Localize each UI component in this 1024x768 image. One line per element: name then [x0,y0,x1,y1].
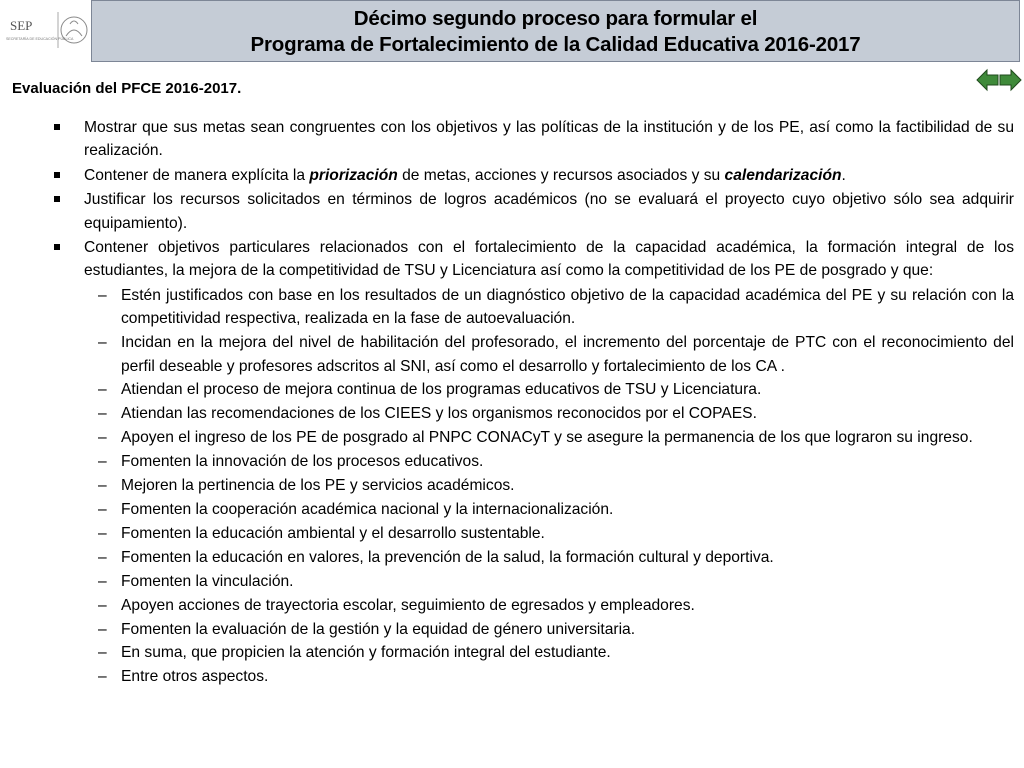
sub-item-text: Estén justificados con base en los resultados de un diagnóstico objetivo de la capacidad académica del PE y su relación con la competitividad respectiva, realizada en la fase de autoevaluación. [121,286,1014,328]
svg-text:SEP: SEP [10,18,33,33]
dash-marker: – [98,405,107,423]
sub-item-text: En suma, que propicien la atención y formación integral del estudiante. [121,644,611,662]
sub-item-text: Fomenten la educación en valores, la prevención de la salud, la formación cultural y deportiva. [121,548,774,566]
dash-marker: – [98,620,107,638]
sub-item [54,522,1014,545]
bullet-marker [54,124,60,130]
sub-item [54,594,1014,617]
slide-header [0,0,1024,64]
sub-item-text: Incidan en la mejora del nivel de habilitación del profesorado, el incremento del porcentaje de PTC con el reconocimiento del perfil deseable y profesores adscritos al SNI, así como el desarrollo y fortalecimiento de los CA . [121,334,1014,375]
dash-marker: – [98,453,107,471]
bullet-item [54,116,1014,163]
sub-item-text: Fomenten la cooperación académica nacional y la internacionalización. [121,501,614,518]
bullet-marker [54,172,60,178]
sub-item-text: Atiendan el proceso de mejora continua de los programas educativos de TSU y Licenciatura. [121,381,762,399]
sub-item-text: Apoyen acciones de trayectoria escolar, seguimiento de egresados y empleadores. [121,596,695,614]
bullet-item [54,164,1014,187]
content-body [54,116,1014,689]
bullet-text-pre: Contener de manera explícita la [84,166,310,184]
bullet-text: Mostrar que sus metas sean congruentes con los objetivos y las políticas de la institución y de los PE, así como la factibilidad de su realización. [84,119,1014,160]
sub-item [54,498,1014,521]
sub-item [54,378,1014,401]
section-heading: Evaluación del PFCE 2016-2017. [12,80,242,97]
bullet-marker [54,196,60,202]
svg-text:SECRETARÍA DE EDUCACIÓN PÚBLIC: SECRETARÍA DE EDUCACIÓN PÚBLICA [6,37,74,41]
sub-item [54,284,1014,331]
slide-title-line-1: Décimo segundo proceso para formular el [353,7,758,30]
bullet-text: Contener objetivos particulares relacionados con el fortalecimiento de la capacidad académica, la formación integral de los estudiantes, la mejora de la competitividad de TSU y Licenciatura así como la competitividad de los PE de posgrado y que: [84,239,1014,280]
sub-item-text: Fomenten la innovación de los procesos educativos. [121,453,484,471]
dash-marker: – [98,572,107,590]
dash-marker: – [98,381,107,399]
dash-marker: – [98,548,107,566]
dash-marker: – [98,644,107,662]
bullet-emphasis: priorización [309,166,398,184]
sub-item [54,426,1014,449]
dash-marker: – [98,286,107,304]
bullet-text-post: . [841,166,846,184]
bullet-item [54,236,1014,283]
bullet-item [54,188,1014,235]
sub-item-text: Fomenten la evaluación de la gestión y la equidad de género universitaria. [121,620,636,638]
dash-marker: – [98,429,107,447]
dash-marker: – [98,668,107,686]
slide-title-line-2: Programa de Fortalecimiento de la Calidad Educativa 2016-2017 [250,33,861,56]
back-arrow-icon[interactable] [977,70,998,90]
bullet-emphasis: calendarización [724,166,842,184]
sub-item-text: Mejoren la pertinencia de los PE y servicios académicos. [121,477,515,495]
sub-item-text: Fomenten la educación ambiental y el desarrollo sustentable. [121,524,545,542]
sub-item [54,402,1014,425]
forward-arrow-icon[interactable] [1000,70,1021,90]
sub-item [54,331,1014,378]
bullet-text: Justificar los recursos solicitados en términos de logros académicos (no se evaluará el proyecto cuyo objetivo sólo sea adquirir equipamiento). [84,191,1014,232]
dash-marker: – [98,524,107,542]
sub-item [54,618,1014,641]
sub-item-text: Entre otros aspectos. [121,668,269,686]
sep-logo [4,6,88,54]
dash-marker: – [98,596,107,614]
dash-marker: – [98,477,107,495]
dash-marker: – [98,501,107,518]
sub-item [54,570,1014,593]
nav-arrows [976,68,1022,92]
sub-item-text: Atiendan las recomendaciones de los CIEES y los organismos reconocidos por el COPAES. [121,405,757,423]
sub-item [54,474,1014,497]
dash-marker: – [98,334,107,352]
sub-item-text: Fomenten la vinculación. [121,572,294,590]
sub-item [54,641,1014,664]
sub-item-text: Apoyen el ingreso de los PE de posgrado al PNPC CONACyT y se asegure la permanencia de los que lograron su ingreso. [121,429,973,447]
bullet-text-mid: de metas, acciones y recursos asociados y su [397,166,725,184]
sub-item [54,665,1014,688]
title-box [91,0,1020,62]
sub-item [54,546,1014,569]
bullet-marker [54,244,60,250]
sub-item [54,450,1014,473]
